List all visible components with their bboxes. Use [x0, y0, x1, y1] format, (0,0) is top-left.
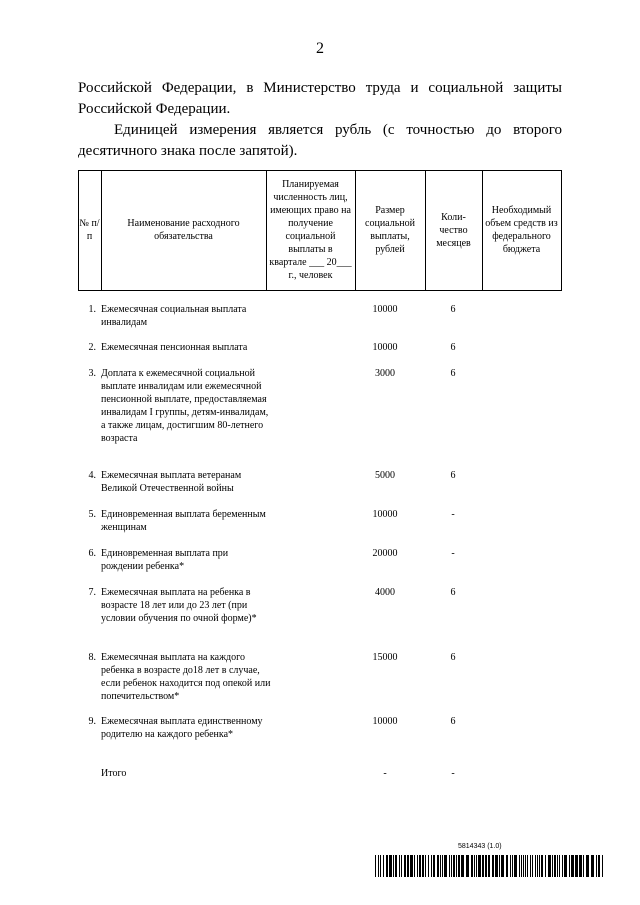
- paragraph-ministry: Российской Федерации, в Министерство труда и социальной защиты Российской Федерации.: [78, 80, 562, 117]
- paragraph-unit-of-measure: Единицей измерения является рубль (с точностью до второго десятичного знака после запятой).: [78, 122, 562, 159]
- row-payment: 15000: [372, 652, 398, 663]
- row-payment: 10000: [372, 716, 398, 727]
- table-header-bottom-border: [78, 290, 562, 291]
- row-months: 6: [450, 587, 456, 598]
- row-number: 5.: [88, 509, 96, 520]
- row-months: -: [451, 548, 455, 559]
- header-planned-count: Планируемая численность лиц, имеющих право на получение социальной выплаты в квартале ___ 20___ г., человек: [269, 179, 352, 281]
- row-name: Ежемесячная выплата ветеранам Великой Отечественной войны: [101, 470, 242, 494]
- column-divider: [561, 170, 562, 290]
- row-number: 3.: [88, 368, 96, 379]
- row-payment: 5000: [375, 470, 395, 481]
- row-payment: 10000: [372, 509, 398, 520]
- row-months: 6: [450, 470, 456, 481]
- row-number: 2.: [88, 342, 96, 353]
- row-months: 6: [450, 342, 456, 353]
- row-months: 6: [450, 304, 456, 315]
- row-name: Ежемесячная выплата на каждого ребенка в возрасте до18 лет в случае, если ребенок находится под опекой или попечительством*: [101, 652, 271, 702]
- row-number: 6.: [88, 548, 96, 559]
- row-payment: 10000: [372, 342, 398, 353]
- row-number: 7.: [88, 587, 96, 598]
- barcode-label: 5814343 (1.0): [458, 843, 502, 850]
- row-payment: 3000: [375, 368, 395, 379]
- row-months: 6: [450, 652, 456, 663]
- row-payment: 4000: [375, 587, 395, 598]
- row-months: 6: [450, 716, 456, 727]
- header-obligation-name: Наименование расходного обязательства: [127, 218, 240, 242]
- row-number: 9.: [88, 716, 96, 727]
- row-name: Единовременная выплата беременным женщинам: [101, 509, 266, 533]
- row-number: 4.: [88, 470, 96, 481]
- header-federal-funds: Необходимый объем средств из федерального бюджета: [485, 205, 558, 255]
- row-name: Ежемесячная выплата единственному родителю на каждого ребенка*: [101, 716, 263, 740]
- row-number: 8.: [88, 652, 96, 663]
- row-months: 6: [450, 368, 456, 379]
- row-months: -: [451, 509, 455, 520]
- page-number: 2: [316, 40, 324, 57]
- row-name: Ежемесячная выплата на ребенка в возрасте 18 лет или до 23 лет (при условии обучения по очной форме)*: [101, 587, 257, 624]
- header-payment-size: Размер социальной выплаты, рублей: [365, 205, 415, 255]
- row-name: Итого: [101, 768, 127, 779]
- row-payment: 10000: [372, 304, 398, 315]
- row-payment: -: [383, 768, 387, 779]
- row-name: Единовременная выплата при рождении ребенка*: [101, 548, 229, 572]
- barcode-image: [375, 855, 605, 877]
- row-name: Доплата к ежемесячной социальной выплате инвалидам или ежемесячной пенсионной выплате, предоставляемая инвалидам I группы, детям-инвалидам, а также лицам, достигшим 80-летнего возраста: [101, 368, 269, 444]
- row-payment: 20000: [372, 548, 398, 559]
- header-number: № п/п: [79, 218, 100, 242]
- row-number: 1.: [88, 304, 96, 315]
- header-months: Коли-чество месяцев: [436, 211, 471, 249]
- row-name: Ежемесячная социальная выплата инвалидам: [101, 304, 247, 328]
- row-months: -: [451, 768, 455, 779]
- row-name: Ежемесячная пенсионная выплата: [101, 342, 248, 353]
